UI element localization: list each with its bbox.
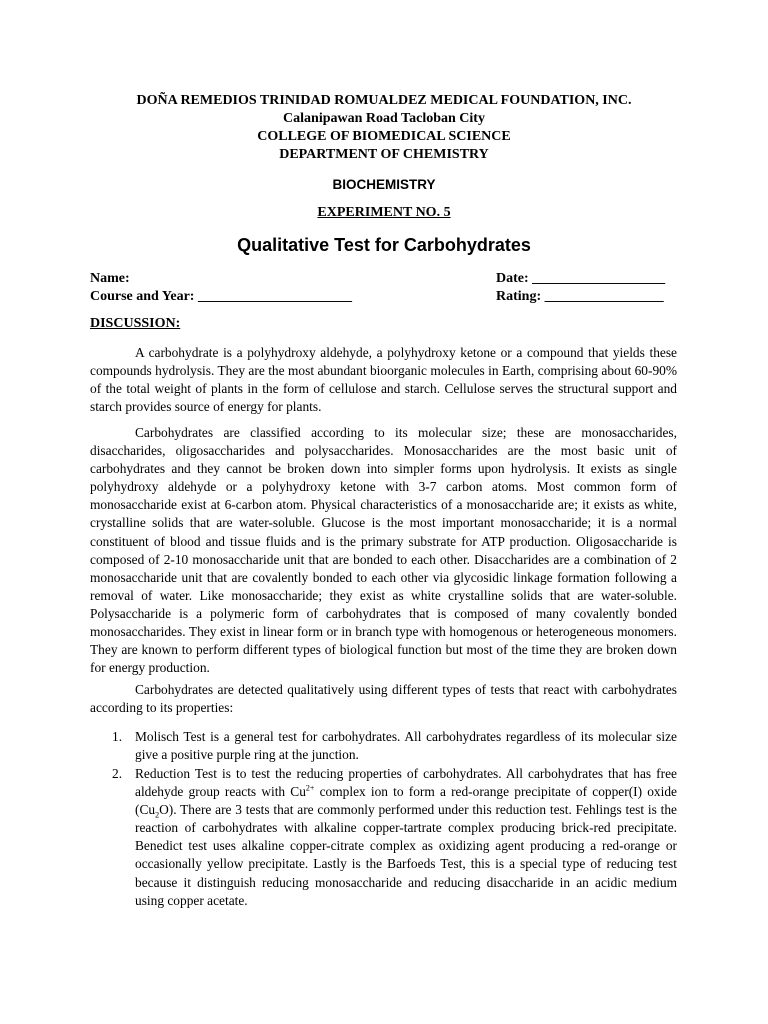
list-number: 2. <box>112 766 123 781</box>
page-title: Qualitative Test for Carbohydrates <box>237 235 531 255</box>
list-item <box>90 765 677 910</box>
paragraph-detection: Carbohydrates are detected qualitatively using different types of tests that react with carbohydrates according to its properties: <box>90 682 677 716</box>
list-text-part: Reduction Test is to test the reducing properties of carbohydrates. All carbohydrates that has free aldehyde group reacts with Cu <box>135 766 677 800</box>
subscript-count: 2 <box>155 810 160 820</box>
date-field: Date: ___________________ <box>496 271 666 286</box>
course-year-field: Course and Year: ______________________ <box>90 289 352 304</box>
rating-field: Rating: _________________ <box>496 289 664 304</box>
subject-heading: BIOCHEMISTRY <box>332 177 436 192</box>
list-item <box>90 728 677 764</box>
list-text <box>135 765 677 910</box>
paragraph-classification: Carbohydrates are classified according to its molecular size; these are monosaccharides, disaccharides, oligosaccharides and polysaccharides. Monosaccharides are the most basic unit of carbohydrates and they cannot be broken down into simpler forms upon hydrolysis. It exists as single polyhydroxy aldehyde or a polyhydroxy ketone with 3-7 carbon atoms. Most common form of monosaccharide exist at 6-carbon atom. Physical characteristics of a monosaccharide are; it exists as white, crystalline solids that are water-soluble. Glucose is the most important monosaccharide; it is a normal constituent of blood and tissue fluids and is the primary substrate for ATP production. Oligosaccharide is composed of 2-10 monosaccharide unit that are bonded to each other. Disaccharides are a combination of 2 monosaccharide unit that are covalently bonded to each other via glycosidic linkage formation following a removal of water. Like monosaccharide; they exist as white crystalline solids that are water-soluble. Polysaccharide is a polymeric form of carbohydrates that is composed of many covalently bonded monosaccharides. They exist in linear form or in branch type with homogenous or heterogeneous monomers. They are known to perform different types of biological function but most of the time they are broken down for energy production. <box>90 425 677 676</box>
department-name: DEPARTMENT OF CHEMISTRY <box>279 147 489 162</box>
name-field: Name: <box>90 271 130 286</box>
discussion-heading: DISCUSSION: <box>90 316 181 331</box>
institution-name: DOÑA REMEDIOS TRINIDAD ROMUALDEZ MEDICAL FOUNDATION, INC. <box>136 93 632 108</box>
list-text: Molisch Test is a general test for carbohydrates. All carbohydrates regardless of its molecular size give a positive purple ring at the junction. <box>135 729 677 763</box>
college-name: COLLEGE OF BIOMEDICAL SCIENCE <box>257 129 511 144</box>
list-number: 1. <box>112 729 123 744</box>
paragraph-intro: A carbohydrate is a polyhydroxy aldehyde, a polyhydroxy ketone or a compound that yields these compounds hydrolysis. They are the most abundant bioorganic molecules in Earth, comprising about 60-90% of the total weight of plants in the form of cellulose and starch. Cellulose serves the structural support and starch provides source of energy for plants. <box>90 345 677 415</box>
institution-address: Calanipawan Road Tacloban City <box>283 111 485 126</box>
superscript-charge: 2+ <box>305 783 315 793</box>
list-text-part: O). There are 3 tests that are commonly performed under this reduction test. Fehlings test is the reaction of carbohydrates with alkaline copper-tartrate complex producing brick-red precipitate. Benedict test uses alkaline copper-citrate complex as oxidizing agent producing a red-orange or occasionally yellow precipitate. Lastly is the Barfoeds Test, this is a special type of reducing test because it distinguish reducing monosaccharide and reducing disaccharide in an acidic medium using copper acetate. <box>135 802 677 908</box>
experiment-number: EXPERIMENT NO. 5 <box>317 205 451 220</box>
list-text-part: complex ion to form a red-orange precipitate of copper(I) oxide (Cu <box>135 784 677 818</box>
